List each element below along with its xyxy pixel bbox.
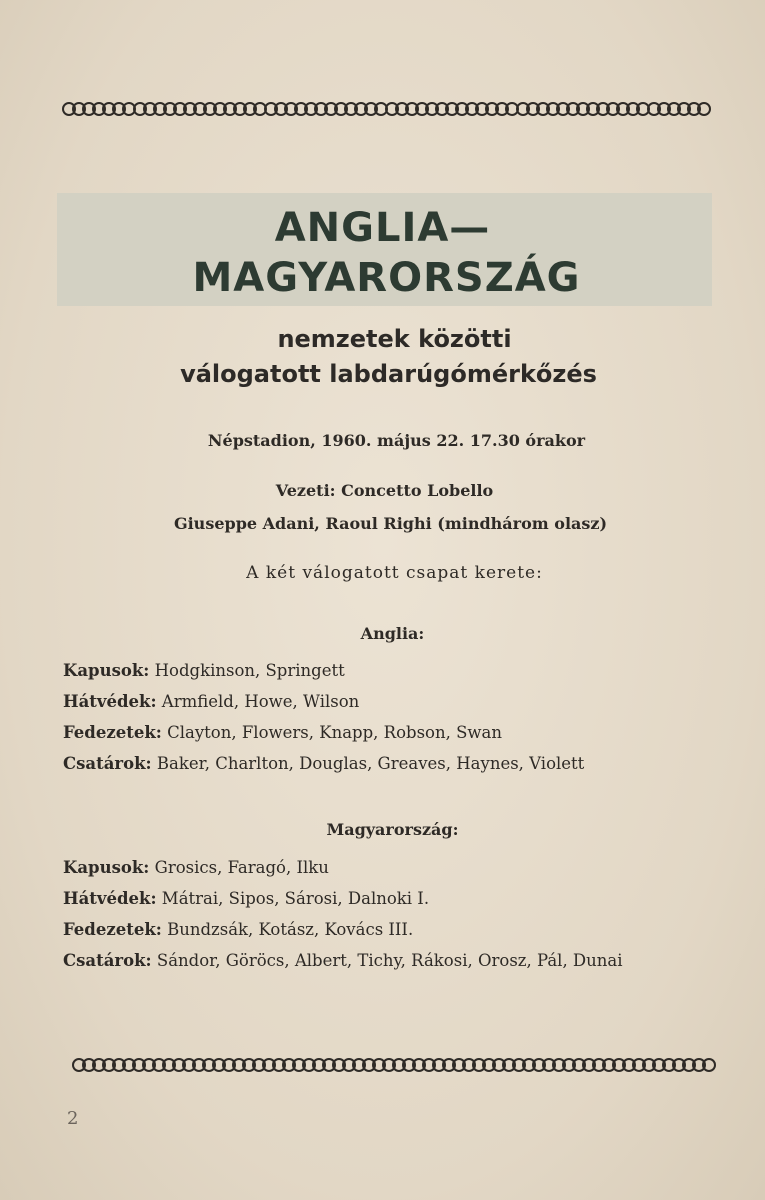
player-list: Mátrai, Sipos, Sárosi, Dalnoki I. — [161, 889, 430, 908]
referee-line: Vezeti: Concetto Lobello — [275, 481, 494, 500]
squads-intro: A két válogatott csapat kerete: — [246, 563, 543, 583]
position-label: Csatárok: — [63, 754, 152, 773]
ornament-knot-icon — [702, 1058, 716, 1072]
ornament-border-bottom — [72, 1050, 712, 1080]
ornament-border-top — [62, 94, 707, 124]
subtitle-line-2: válogatott labdarúgómérkőzés — [180, 360, 597, 388]
team-heading-anglia: Anglia: — [360, 624, 425, 643]
position-label: Csatárok: — [63, 951, 152, 970]
roster-row — [63, 951, 743, 982]
position-label: Kapusok: — [63, 661, 150, 680]
position-label: Fedezetek: — [63, 723, 162, 742]
roster-row — [63, 723, 743, 754]
player-list: Bundzsák, Kotász, Kovács III. — [167, 920, 414, 939]
roster-row — [63, 920, 743, 951]
venue-date: Népstadion, 1960. május 22. 17.30 órakor — [207, 431, 586, 450]
player-list: Clayton, Flowers, Knapp, Robson, Swan — [167, 723, 502, 742]
player-list: Baker, Charlton, Douglas, Greaves, Haynes, Violett — [156, 754, 585, 773]
roster-row — [63, 692, 743, 723]
roster-row — [63, 858, 743, 889]
title-line-2: MAGYARORSZÁG — [192, 255, 581, 301]
roster-magyarorszag — [63, 858, 743, 982]
player-list: Armfield, Howe, Wilson — [161, 692, 360, 711]
roster-row — [63, 754, 743, 785]
position-label: Hátvédek: — [63, 889, 157, 908]
page-number: 2 — [67, 1108, 79, 1129]
player-list: Hodgkinson, Springett — [154, 661, 345, 680]
position-label: Fedezetek: — [63, 920, 162, 939]
position-label: Hátvédek: — [63, 692, 157, 711]
roster-row — [63, 661, 743, 692]
team-heading-magyarorszag: Magyarország: — [326, 820, 459, 839]
position-label: Kapusok: — [63, 858, 150, 877]
assistant-referees-line: Giuseppe Adani, Raoul Righi (mindhárom olasz) — [173, 514, 608, 533]
player-list: Sándor, Göröcs, Albert, Tichy, Rákosi, Orosz, Pál, Dunai — [156, 951, 623, 970]
roster-anglia — [63, 661, 743, 785]
roster-row — [63, 889, 743, 920]
subtitle-line-1: nemzetek közötti — [277, 325, 512, 353]
player-list: Grosics, Faragó, Ilku — [154, 858, 329, 877]
ornament-knot-icon — [697, 102, 711, 116]
title-line-1: ANGLIA— — [274, 205, 491, 251]
